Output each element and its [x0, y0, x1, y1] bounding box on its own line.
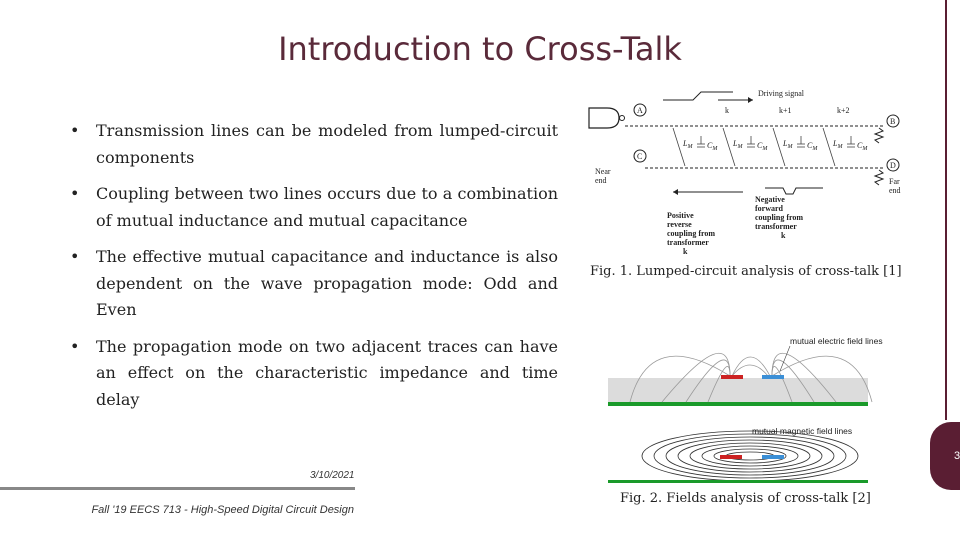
electric-label: mutual electric field lines — [790, 336, 883, 346]
k2-label: k+2 — [837, 106, 850, 115]
trace-red — [720, 455, 742, 459]
lm-label: $L_M$ — [733, 139, 743, 150]
slide-title: Introduction to Cross-Talk — [278, 30, 682, 68]
near-end-label: Near end — [595, 167, 611, 185]
far-end-label: Far end — [889, 177, 901, 195]
bullet-text: The propagation mode on two adjacent traces can have an effect on the characteristic impedance and time delay — [96, 336, 558, 409]
driving-signal-label: Driving signal — [758, 89, 804, 98]
lm-label: $L_M$ — [833, 139, 843, 150]
ground-plane — [608, 402, 868, 406]
reverse-coupling-text: Positive reverse coupling from transformer k — [667, 211, 716, 256]
bullet-dot: • — [70, 336, 80, 356]
trace-blue — [762, 375, 784, 379]
node-a-label: A — [637, 106, 643, 115]
forward-coupling-wave — [765, 188, 823, 194]
bullet-item — [70, 181, 558, 234]
k1-label: k+1 — [779, 106, 792, 115]
lm-label: $L_M$ — [683, 139, 693, 150]
figure-2-fields — [590, 316, 890, 484]
arrowhead-icon — [673, 189, 678, 195]
bullet-dot: • — [70, 121, 80, 140]
resistor-icon — [875, 170, 883, 185]
resistor-icon — [875, 128, 883, 143]
bullet-dot: • — [70, 247, 80, 266]
bullet-dot: • — [70, 184, 80, 203]
trace-red — [721, 375, 743, 379]
cm-label: $C_M$ — [857, 141, 868, 152]
slide-date: 3/10/2021 — [310, 470, 355, 481]
dielectric-layer — [608, 378, 868, 402]
cm-label: $C_M$ — [757, 141, 768, 152]
cm-label: $C_M$ — [707, 141, 718, 152]
magnetic-field-lines — [642, 431, 858, 481]
magnetic-label: mutual magnetic field lines — [752, 426, 853, 436]
figure-1-caption: Fig. 1. Lumped-circuit analysis of cross-talk [1] — [590, 264, 902, 279]
slide-footer: Fall '19 EECS 713 - High-Speed Digital Circuit Design — [91, 504, 354, 516]
page-number-badge — [930, 422, 960, 490]
node-c-label: C — [637, 152, 643, 161]
driver-gate-icon — [589, 108, 619, 128]
accent-bar — [945, 0, 947, 420]
node-b-label: B — [890, 117, 896, 126]
figure-1-lumped-circuit — [583, 88, 913, 256]
fields-diagram — [590, 316, 890, 484]
k-label: k — [725, 106, 729, 115]
node-d-label: D — [890, 161, 896, 170]
bullet-text: The effective mutual capacitance and inductance is also dependent on the wave propagation mode: Odd and Even — [96, 247, 558, 319]
arrowhead-icon — [748, 97, 753, 103]
bullet-item — [70, 244, 558, 324]
page-number: 3 — [953, 450, 960, 462]
bullet-item — [70, 118, 558, 171]
figure-2-caption: Fig. 2. Fields analysis of cross-talk [2] — [620, 491, 871, 506]
bullet-list — [70, 118, 558, 423]
forward-coupling-text: Negative forward coupling from transformer k — [755, 195, 804, 240]
lm-label: $L_M$ — [783, 139, 793, 150]
circuit-diagram — [583, 88, 913, 256]
inverter-bubble — [620, 116, 625, 121]
leader-line — [780, 346, 790, 371]
bullet-item — [70, 334, 558, 414]
bullet-text: Transmission lines can be modeled from lumped-circuit components — [96, 121, 558, 167]
cm-label: $C_M$ — [807, 141, 818, 152]
bullet-text: Coupling between two lines occurs due to a combination of mutual inductance and mutual capacitance — [96, 184, 558, 230]
footer-divider — [0, 487, 355, 490]
driving-signal-wave — [663, 92, 733, 100]
trace-blue — [762, 455, 784, 459]
ground-plane — [608, 480, 868, 483]
